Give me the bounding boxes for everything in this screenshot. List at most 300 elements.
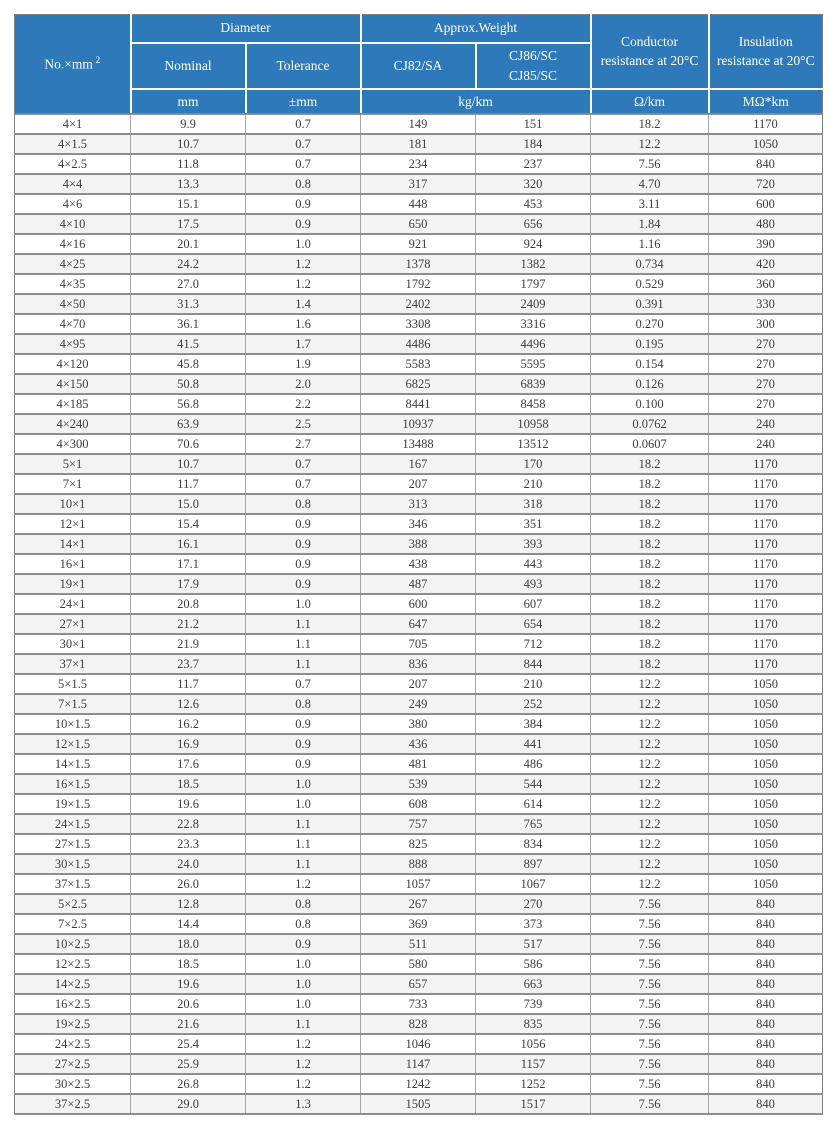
- table-cell: 2.7: [246, 434, 361, 454]
- table-row: [15, 994, 823, 1014]
- table-cell: 380: [361, 714, 476, 734]
- table-cell: 4×16: [15, 234, 131, 254]
- cj86-line: CJ86/SC: [509, 47, 558, 63]
- table-cell: 654: [476, 614, 591, 634]
- table-cell: 10×2.5: [15, 934, 131, 954]
- table-cell: 37×2.5: [15, 1094, 131, 1114]
- table-cell: 11.7: [131, 674, 246, 694]
- table-cell: 836: [361, 654, 476, 674]
- table-cell: 70.6: [131, 434, 246, 454]
- table-cell: 493: [476, 574, 591, 594]
- table-cell: 20.6: [131, 994, 246, 1014]
- table-cell: 6825: [361, 374, 476, 394]
- table-cell: 10958: [476, 414, 591, 434]
- table-cell: 1.2: [246, 254, 361, 274]
- table-cell: 7.56: [591, 1034, 709, 1054]
- table-cell: 18.2: [591, 454, 709, 474]
- size-label: No.×mm: [44, 56, 93, 72]
- table-cell: 16×2.5: [15, 994, 131, 1014]
- table-row: [15, 414, 823, 434]
- table-row: [15, 354, 823, 374]
- table-cell: 0.9: [246, 534, 361, 554]
- table-cell: 4×2.5: [15, 154, 131, 174]
- table-cell: 607: [476, 594, 591, 614]
- table-cell: 1.1: [246, 614, 361, 634]
- table-row: [15, 1094, 823, 1114]
- table-cell: 1.3: [246, 1094, 361, 1114]
- table-cell: 0.126: [591, 374, 709, 394]
- table-cell: 4×240: [15, 414, 131, 434]
- table-cell: 8441: [361, 394, 476, 414]
- table-row: [15, 934, 823, 954]
- table-cell: 1.0: [246, 234, 361, 254]
- table-row: [15, 214, 823, 234]
- table-cell: 888: [361, 854, 476, 874]
- table-cell: 369: [361, 914, 476, 934]
- table-cell: 840: [709, 1094, 823, 1114]
- table-cell: 1.1: [246, 1014, 361, 1034]
- table-cell: 0.9: [246, 714, 361, 734]
- table-cell: 23.3: [131, 834, 246, 854]
- table-cell: 1.2: [246, 1054, 361, 1074]
- table-cell: 1.1: [246, 854, 361, 874]
- table-cell: 1.2: [246, 874, 361, 894]
- table-cell: 840: [709, 154, 823, 174]
- table-cell: 12.2: [591, 834, 709, 854]
- table-cell: 0.0762: [591, 414, 709, 434]
- table-body: [15, 114, 823, 1114]
- table-cell: 844: [476, 654, 591, 674]
- table-cell: 840: [709, 994, 823, 1014]
- table-cell: 0.8: [246, 914, 361, 934]
- table-cell: 7×1.5: [15, 694, 131, 714]
- table-row: [15, 614, 823, 634]
- table-cell: 0.9: [246, 754, 361, 774]
- table-cell: 6839: [476, 374, 591, 394]
- table-cell: 647: [361, 614, 476, 634]
- table-cell: 29.0: [131, 1094, 246, 1114]
- table-cell: 12.2: [591, 814, 709, 834]
- table-cell: 4×1: [15, 114, 131, 134]
- table-cell: 0.9: [246, 734, 361, 754]
- table-cell: 12×1: [15, 514, 131, 534]
- table-cell: 733: [361, 994, 476, 1014]
- table-cell: 7.56: [591, 1094, 709, 1114]
- table-cell: 1.7: [246, 334, 361, 354]
- table-cell: 12.2: [591, 734, 709, 754]
- table-cell: 4×70: [15, 314, 131, 334]
- table-cell: 1170: [709, 454, 823, 474]
- table-cell: 21.6: [131, 1014, 246, 1034]
- column-header-nominal: Nominal: [131, 43, 246, 89]
- table-row: [15, 294, 823, 314]
- table-cell: 840: [709, 1034, 823, 1054]
- column-group-diameter: Diameter: [131, 15, 361, 43]
- table-cell: 441: [476, 734, 591, 754]
- table-row: [15, 494, 823, 514]
- table-cell: 237: [476, 154, 591, 174]
- table-cell: 608: [361, 794, 476, 814]
- table-cell: 7.56: [591, 954, 709, 974]
- unit-insulation-mohm-km: MΩ*km: [709, 89, 823, 115]
- table-cell: 1170: [709, 474, 823, 494]
- table-cell: 0.7: [246, 474, 361, 494]
- table-cell: 1147: [361, 1054, 476, 1074]
- table-cell: 24.0: [131, 854, 246, 874]
- table-cell: 1050: [709, 734, 823, 754]
- table-row: [15, 794, 823, 814]
- table-cell: 12.2: [591, 874, 709, 894]
- column-header-tolerance: Tolerance: [246, 43, 361, 89]
- cj85-line: CJ85/SC: [509, 67, 558, 83]
- table-cell: 481: [361, 754, 476, 774]
- table-cell: 1170: [709, 654, 823, 674]
- table-cell: 840: [709, 1074, 823, 1094]
- table-cell: 346: [361, 514, 476, 534]
- table-cell: 2402: [361, 294, 476, 314]
- table-cell: 1242: [361, 1074, 476, 1094]
- table-cell: 924: [476, 234, 591, 254]
- table-cell: 1792: [361, 274, 476, 294]
- table-cell: 7×1: [15, 474, 131, 494]
- table-cell: 14×1: [15, 534, 131, 554]
- table-cell: 24×1.5: [15, 814, 131, 834]
- table-row: [15, 1054, 823, 1074]
- table-cell: 4486: [361, 334, 476, 354]
- table-cell: 27.0: [131, 274, 246, 294]
- table-row: [15, 434, 823, 454]
- table-cell: 1046: [361, 1034, 476, 1054]
- table-cell: 0.9: [246, 554, 361, 574]
- table-cell: 249: [361, 694, 476, 714]
- table-cell: 0.7: [246, 114, 361, 134]
- table-cell: 12.2: [591, 774, 709, 794]
- table-cell: 1378: [361, 254, 476, 274]
- table-cell: 18.5: [131, 774, 246, 794]
- table-cell: 1.84: [591, 214, 709, 234]
- table-cell: 1050: [709, 854, 823, 874]
- table-cell: 840: [709, 934, 823, 954]
- table-cell: 539: [361, 774, 476, 794]
- table-cell: 1517: [476, 1094, 591, 1114]
- table-cell: 1.0: [246, 794, 361, 814]
- table-cell: 712: [476, 634, 591, 654]
- table-cell: 270: [709, 374, 823, 394]
- table-cell: 7.56: [591, 994, 709, 1014]
- table-cell: 18.2: [591, 554, 709, 574]
- table-cell: 181: [361, 134, 476, 154]
- table-cell: 4.70: [591, 174, 709, 194]
- table-cell: 0.7: [246, 454, 361, 474]
- table-row: [15, 254, 823, 274]
- table-cell: 37×1.5: [15, 874, 131, 894]
- table-cell: 600: [709, 194, 823, 214]
- table-cell: 921: [361, 234, 476, 254]
- table-cell: 4×150: [15, 374, 131, 394]
- table-cell: 3.11: [591, 194, 709, 214]
- table-cell: 234: [361, 154, 476, 174]
- table-cell: 4×95: [15, 334, 131, 354]
- table-cell: 18.0: [131, 934, 246, 954]
- table-cell: 320: [476, 174, 591, 194]
- table-cell: 18.2: [591, 574, 709, 594]
- table-cell: 13488: [361, 434, 476, 454]
- table-cell: 7×2.5: [15, 914, 131, 934]
- table-cell: 480: [709, 214, 823, 234]
- table-cell: 663: [476, 974, 591, 994]
- table-cell: 834: [476, 834, 591, 854]
- table-cell: 438: [361, 554, 476, 574]
- table-cell: 15.0: [131, 494, 246, 514]
- table-cell: 1050: [709, 774, 823, 794]
- table-cell: 487: [361, 574, 476, 594]
- table-cell: 36.1: [131, 314, 246, 334]
- table-cell: 16.1: [131, 534, 246, 554]
- table-cell: 12.2: [591, 754, 709, 774]
- table-cell: 207: [361, 474, 476, 494]
- unit-nominal-mm: mm: [131, 89, 246, 115]
- table-cell: 393: [476, 534, 591, 554]
- table-cell: 17.1: [131, 554, 246, 574]
- table-cell: 30×2.5: [15, 1074, 131, 1094]
- table-cell: 15.1: [131, 194, 246, 214]
- table-cell: 7.56: [591, 154, 709, 174]
- table-cell: 388: [361, 534, 476, 554]
- table-cell: 14.4: [131, 914, 246, 934]
- table-cell: 1050: [709, 714, 823, 734]
- table-row: [15, 694, 823, 714]
- table-cell: 1170: [709, 594, 823, 614]
- table-cell: 4×50: [15, 294, 131, 314]
- table-cell: 4×10: [15, 214, 131, 234]
- table-cell: 18.5: [131, 954, 246, 974]
- table-cell: 19×1: [15, 574, 131, 594]
- table-cell: 4×120: [15, 354, 131, 374]
- table-cell: 443: [476, 554, 591, 574]
- table-cell: 517: [476, 934, 591, 954]
- table-cell: 149: [361, 114, 476, 134]
- table-cell: 184: [476, 134, 591, 154]
- table-cell: 9.9: [131, 114, 246, 134]
- table-cell: 318: [476, 494, 591, 514]
- table-cell: 21.2: [131, 614, 246, 634]
- table-cell: 17.6: [131, 754, 246, 774]
- table-cell: 1.1: [246, 834, 361, 854]
- table-cell: 1170: [709, 114, 823, 134]
- table-cell: 7.56: [591, 934, 709, 954]
- table-cell: 26.0: [131, 874, 246, 894]
- table-cell: 5595: [476, 354, 591, 374]
- table-cell: 0.8: [246, 174, 361, 194]
- table-cell: 544: [476, 774, 591, 794]
- table-header: [15, 15, 823, 115]
- table-cell: 0.9: [246, 214, 361, 234]
- table-cell: 240: [709, 434, 823, 454]
- table-cell: 18.2: [591, 494, 709, 514]
- table-cell: 0.9: [246, 574, 361, 594]
- table-cell: 12.8: [131, 894, 246, 914]
- table-row: [15, 334, 823, 354]
- table-row: [15, 854, 823, 874]
- table-cell: 828: [361, 1014, 476, 1034]
- table-cell: 56.8: [131, 394, 246, 414]
- table-cell: 270: [709, 354, 823, 374]
- table-cell: 0.734: [591, 254, 709, 274]
- table-cell: 12.2: [591, 674, 709, 694]
- table-cell: 0.9: [246, 514, 361, 534]
- table-cell: 12×1.5: [15, 734, 131, 754]
- table-cell: 19.6: [131, 974, 246, 994]
- column-header-cj82-sa: CJ82/SA: [361, 43, 476, 89]
- table-row: [15, 914, 823, 934]
- table-cell: 25.9: [131, 1054, 246, 1074]
- table-cell: 5×2.5: [15, 894, 131, 914]
- table-cell: 270: [709, 334, 823, 354]
- table-cell: 19×1.5: [15, 794, 131, 814]
- table-cell: 0.100: [591, 394, 709, 414]
- table-cell: 0.9: [246, 934, 361, 954]
- table-cell: 420: [709, 254, 823, 274]
- table-cell: 453: [476, 194, 591, 214]
- table-cell: 1170: [709, 634, 823, 654]
- table-cell: 26.8: [131, 1074, 246, 1094]
- table-cell: 10.7: [131, 454, 246, 474]
- table-cell: 4×4: [15, 174, 131, 194]
- table-cell: 720: [709, 174, 823, 194]
- table-cell: 600: [361, 594, 476, 614]
- table-cell: 1.0: [246, 774, 361, 794]
- table-cell: 1057: [361, 874, 476, 894]
- table-cell: 8458: [476, 394, 591, 414]
- column-header-cj86-cj85: [476, 43, 591, 89]
- table-cell: 10.7: [131, 134, 246, 154]
- column-header-conductor-resistance: Conductor resistance at 20°C: [591, 15, 709, 89]
- table-cell: 840: [709, 914, 823, 934]
- table-cell: 1.1: [246, 654, 361, 674]
- table-cell: 0.8: [246, 894, 361, 914]
- table-cell: 0.0607: [591, 434, 709, 454]
- table-cell: 12.2: [591, 794, 709, 814]
- table-cell: 1.1: [246, 814, 361, 834]
- table-cell: 13.3: [131, 174, 246, 194]
- unit-tolerance-mm: ±mm: [246, 89, 361, 115]
- table-cell: 0.529: [591, 274, 709, 294]
- table-cell: 317: [361, 174, 476, 194]
- table-cell: 390: [709, 234, 823, 254]
- table-cell: 0.8: [246, 494, 361, 514]
- table-cell: 656: [476, 214, 591, 234]
- table-cell: 7.56: [591, 1054, 709, 1074]
- table-row: [15, 834, 823, 854]
- table-cell: 614: [476, 794, 591, 814]
- table-row: [15, 234, 823, 254]
- table-cell: 10937: [361, 414, 476, 434]
- table-cell: 2.0: [246, 374, 361, 394]
- table-cell: 448: [361, 194, 476, 214]
- table-cell: 30×1: [15, 634, 131, 654]
- table-cell: 1050: [709, 834, 823, 854]
- table-cell: 3316: [476, 314, 591, 334]
- table-cell: 210: [476, 474, 591, 494]
- size-superscript: 2: [95, 55, 101, 65]
- header-row-units: [15, 89, 823, 115]
- table-cell: 4×25: [15, 254, 131, 274]
- table-row: [15, 574, 823, 594]
- table-row: [15, 594, 823, 614]
- table-cell: 11.7: [131, 474, 246, 494]
- table-cell: 1.2: [246, 1034, 361, 1054]
- table-cell: 511: [361, 934, 476, 954]
- table-cell: 300: [709, 314, 823, 334]
- table-row: [15, 134, 823, 154]
- table-cell: 30×1.5: [15, 854, 131, 874]
- table-cell: 1050: [709, 754, 823, 774]
- table-cell: 1056: [476, 1034, 591, 1054]
- table-cell: 2.5: [246, 414, 361, 434]
- table-row: [15, 1034, 823, 1054]
- table-cell: 1.0: [246, 994, 361, 1014]
- table-cell: 18.2: [591, 114, 709, 134]
- table-cell: 657: [361, 974, 476, 994]
- table-cell: 31.3: [131, 294, 246, 314]
- table-cell: 586: [476, 954, 591, 974]
- table-cell: 351: [476, 514, 591, 534]
- table-cell: 7.56: [591, 894, 709, 914]
- table-cell: 12.2: [591, 714, 709, 734]
- table-cell: 1050: [709, 674, 823, 694]
- table-cell: 1157: [476, 1054, 591, 1074]
- table-cell: 7.56: [591, 974, 709, 994]
- table-cell: 12.2: [591, 134, 709, 154]
- table-row: [15, 654, 823, 674]
- table-cell: 27×2.5: [15, 1054, 131, 1074]
- table-row: [15, 814, 823, 834]
- table-cell: 17.5: [131, 214, 246, 234]
- table-cell: 1067: [476, 874, 591, 894]
- unit-weight-kg-km: kg/km: [361, 89, 591, 115]
- table-cell: 580: [361, 954, 476, 974]
- cable-spec-table: [14, 14, 823, 1115]
- table-cell: 330: [709, 294, 823, 314]
- table-cell: 41.5: [131, 334, 246, 354]
- table-cell: 4×6: [15, 194, 131, 214]
- table-cell: 14×1.5: [15, 754, 131, 774]
- table-cell: 840: [709, 974, 823, 994]
- table-cell: 1.0: [246, 954, 361, 974]
- table-cell: 1.4: [246, 294, 361, 314]
- table-cell: 436: [361, 734, 476, 754]
- table-cell: 765: [476, 814, 591, 834]
- table-cell: 24×1: [15, 594, 131, 614]
- table-cell: 0.270: [591, 314, 709, 334]
- table-cell: 5583: [361, 354, 476, 374]
- table-cell: 0.391: [591, 294, 709, 314]
- table-cell: 27×1: [15, 614, 131, 634]
- table-cell: 4496: [476, 334, 591, 354]
- table-cell: 2409: [476, 294, 591, 314]
- table-cell: 12×2.5: [15, 954, 131, 974]
- table-cell: 18.2: [591, 654, 709, 674]
- table-cell: 1050: [709, 134, 823, 154]
- table-row: [15, 1014, 823, 1034]
- table-cell: 252: [476, 694, 591, 714]
- table-cell: 240: [709, 414, 823, 434]
- table-cell: 739: [476, 994, 591, 1014]
- table-cell: 1382: [476, 254, 591, 274]
- table-row: [15, 274, 823, 294]
- table-cell: 19.6: [131, 794, 246, 814]
- table-cell: 825: [361, 834, 476, 854]
